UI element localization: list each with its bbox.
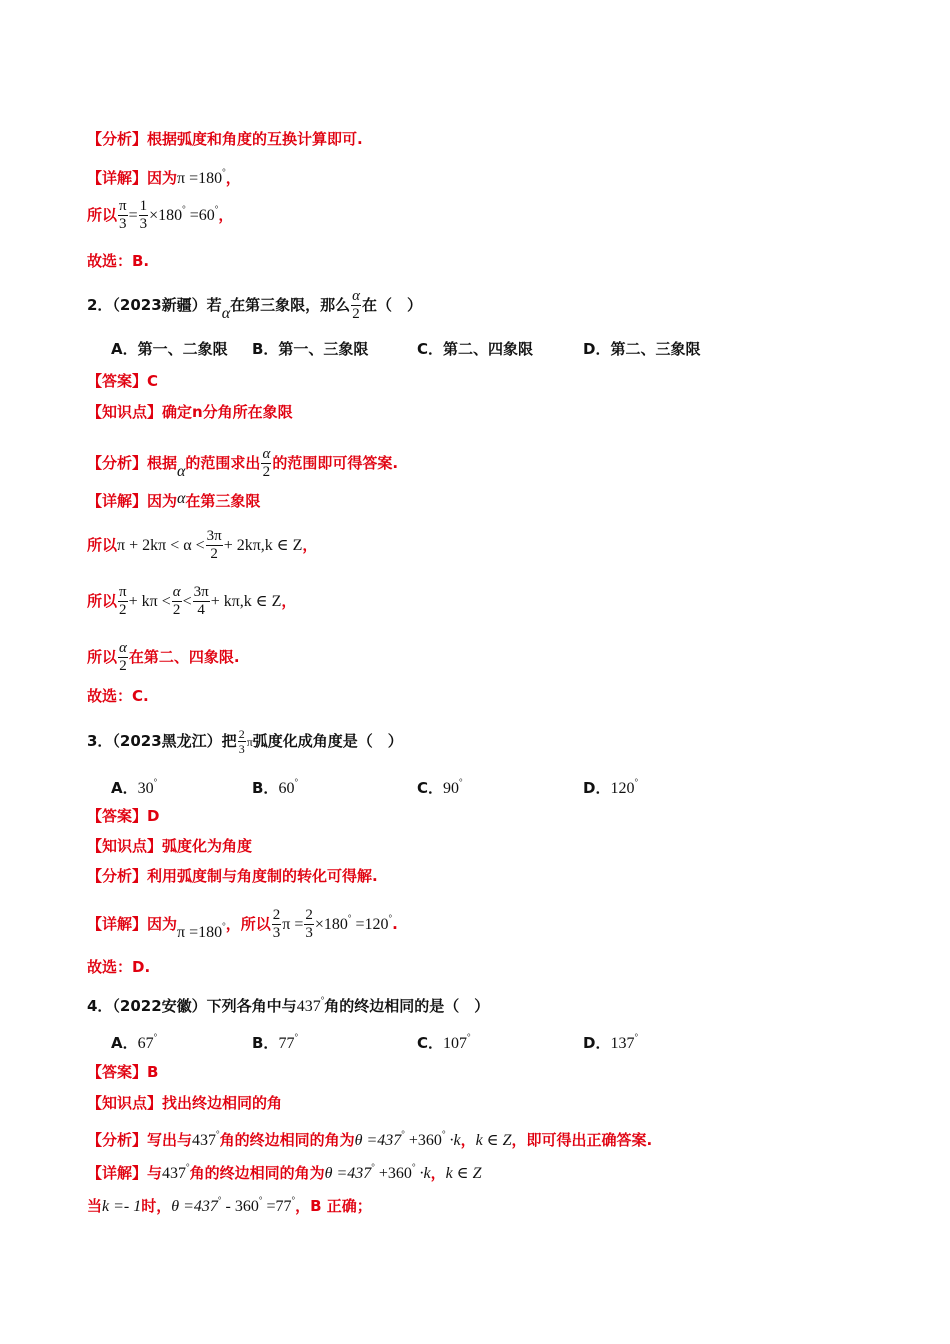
fraction: $\frac{2}{3}$ xyxy=(305,907,313,941)
q4-answer: 【答案】B xyxy=(87,1063,159,1081)
q4-analysis: 【分析】写出与437°角的终边相同的角为θ =437° +360° ·k，k ∈ Z，即可得出正确答案. xyxy=(87,1129,653,1149)
q2-answer: 【答案】C xyxy=(87,372,159,390)
q3-answer: 【答案】D xyxy=(87,807,160,825)
q4-question: 4．（2022安徽）下列各角中与437°角的终边相同的是（ ） xyxy=(87,995,490,1015)
q4-option-b: B．77° xyxy=(252,1032,299,1052)
fraction: $\frac{2}{3}$ xyxy=(272,907,281,941)
q2-detail: 【详解】因为α在第三象限 xyxy=(87,490,261,510)
q1-so-line: 所以 $\frac{\pi}{3}$ = $\frac{1}{3}$ ×180° =60°， xyxy=(87,198,234,232)
q4-option-d: D．137° xyxy=(583,1032,639,1052)
fraction: $\frac{\pi}{3}$ xyxy=(119,198,127,232)
fraction: $\frac{\alpha}{2}$ xyxy=(262,446,271,480)
q4-option-a: A．67° xyxy=(111,1032,158,1052)
q2-ineq2: 所以 $\frac{\pi}{2}$ + kπ < $\frac{\alpha}{2}$ < $\frac{3\pi}{4}$ + kπ,k ∈ Z， xyxy=(87,584,297,618)
q2-analysis: 【分析】根据α的范围求出 $\frac{\alpha}{2}$ 的范围即可得答案. xyxy=(87,446,399,480)
q3-option-c: C．90° xyxy=(417,777,463,797)
q3-choice: 故选：D. xyxy=(87,958,151,976)
q3-option-b: B．60° xyxy=(252,777,299,797)
q2-question: 2．（2023新疆）若α在第三象限，那么 $\frac{\alpha}{2}$ 在（ ） xyxy=(87,288,422,322)
q1-choice: 故选：B. xyxy=(87,252,150,270)
q4-detail: 【详解】与437°角的终边相同的角为θ =437° +360° ·k，k ∈ Z xyxy=(87,1162,482,1182)
fraction: $\frac{1}{3}$ xyxy=(139,198,148,232)
fraction: $\frac{3\pi}{2}$ xyxy=(206,528,222,562)
q1-analysis: 【分析】根据弧度和角度的互换计算即可. xyxy=(87,130,363,148)
q2-choice: 故选：C. xyxy=(87,687,149,705)
fraction: $\frac{2}{3}$ xyxy=(238,727,245,756)
q3-detail: 【详解】因为π =180°，所以 $\frac{2}{3}$ π = $\frac{2}{3}$ ×180° =120°. xyxy=(87,907,398,941)
fraction: $\frac{\alpha}{2}$ xyxy=(352,288,360,322)
q2-option-a: A．第一、二象限 xyxy=(111,340,228,358)
fraction: $\frac{\alpha}{2}$ xyxy=(172,584,181,618)
fraction: $\frac{\alpha}{2}$ xyxy=(119,640,127,674)
q2-option-c: C．第二、四象限 xyxy=(417,340,534,358)
q2-knowledge: 【知识点】确定n分角所在象限 xyxy=(87,403,293,421)
q3-option-a: A．30° xyxy=(111,777,158,797)
fraction: $\frac{3\pi}{4}$ xyxy=(193,584,209,618)
q1-detail: 【详解】因为π =180°， xyxy=(87,167,241,187)
q3-question: 3．（2023黑龙江）把 $\frac{2}{3}$ π弧度化成角度是（ ） xyxy=(87,727,403,756)
q2-option-b: B．第一、三象限 xyxy=(252,340,369,358)
q4-option-c: C．107° xyxy=(417,1032,471,1052)
q4-knowledge: 【知识点】找出终边相同的角 xyxy=(87,1094,283,1112)
q3-knowledge: 【知识点】弧度化为角度 xyxy=(87,837,253,855)
q4-detail-when: 当k =- 1时，θ =437° - 360° =77°，B 正确； xyxy=(87,1195,372,1215)
q3-option-d: D．120° xyxy=(583,777,639,797)
q3-analysis: 【分析】利用弧度制与角度制的转化可得解. xyxy=(87,867,378,885)
q2-option-d: D．第二、三象限 xyxy=(583,340,701,358)
fraction: $\frac{\pi}{2}$ xyxy=(119,584,127,618)
q2-ineq1: 所以π + 2kπ < α < $\frac{3\pi}{2}$ + 2kπ,k ∈ Z， xyxy=(87,528,318,562)
q2-conclusion: 所以 $\frac{\alpha}{2}$ 在第二、四象限. xyxy=(87,640,240,674)
